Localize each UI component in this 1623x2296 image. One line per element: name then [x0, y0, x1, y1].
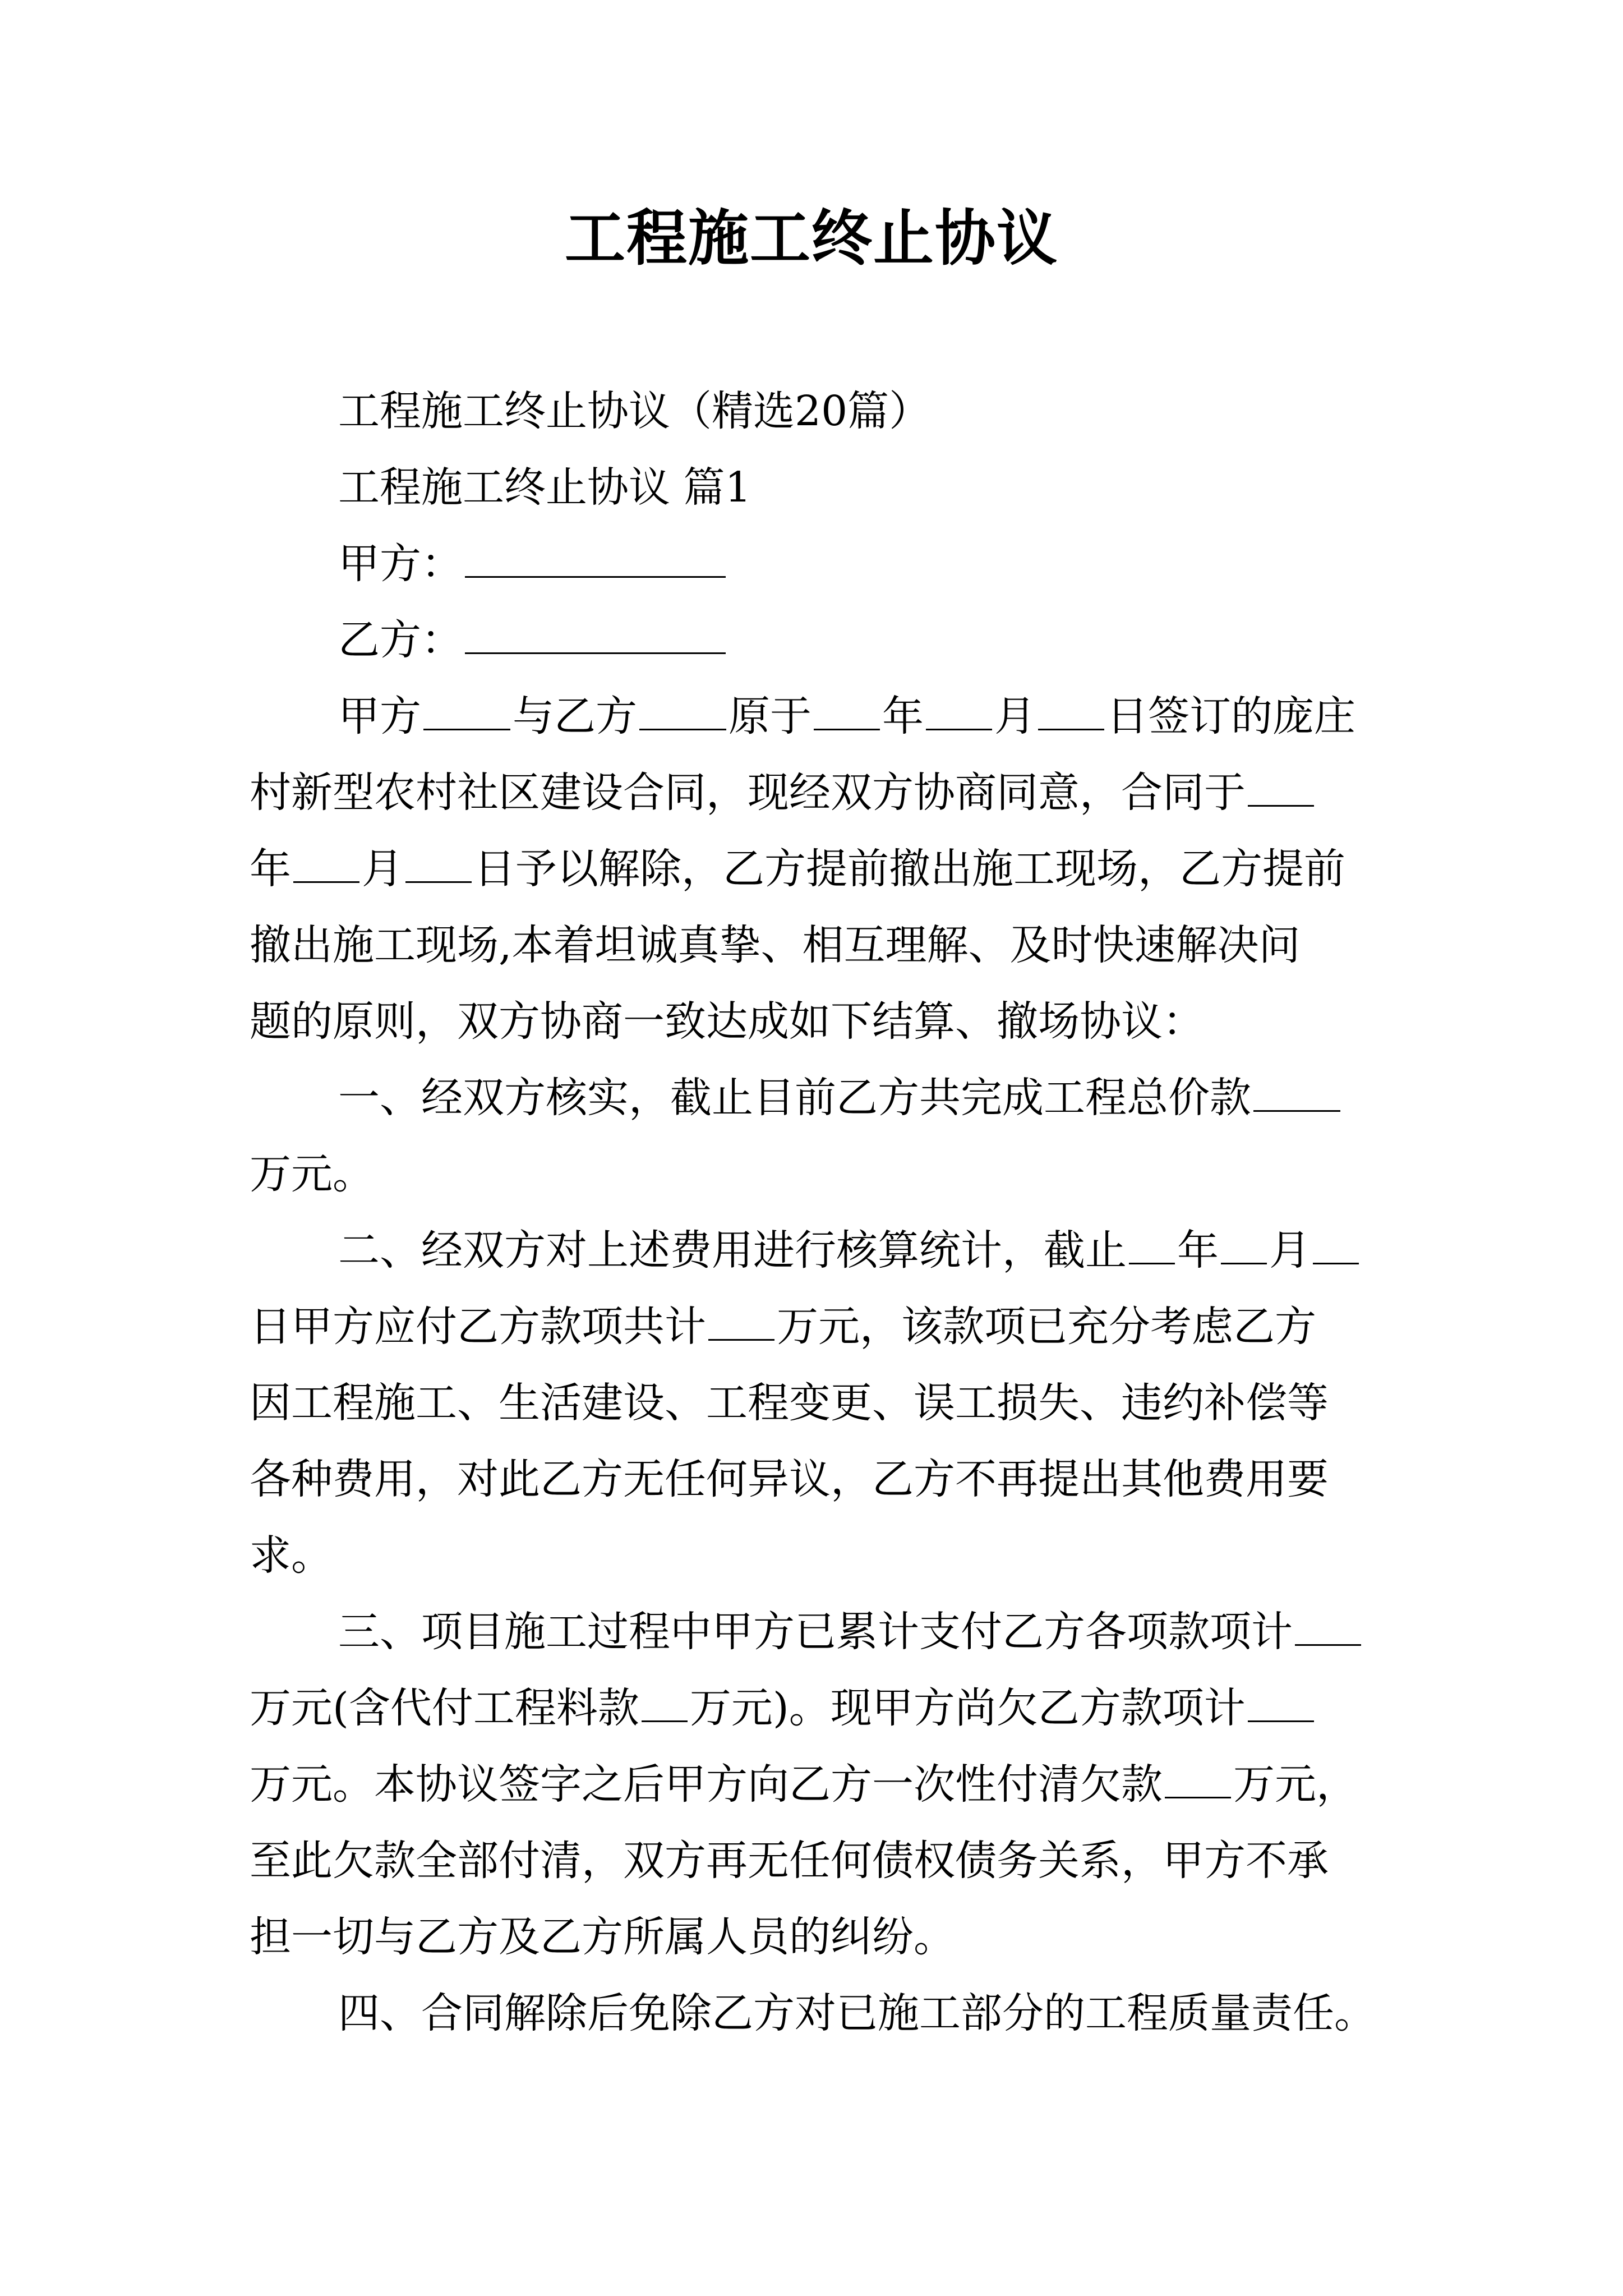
paragraph-text: 日予以解除，乙方提前撤出施工现场，乙方提前 [474, 845, 1345, 893]
document-subtitle: 工程施工终止协议（精选20篇） [338, 387, 931, 435]
fill-blank [1129, 1226, 1175, 1264]
paragraph-text: 至此欠款全部付清，双方再无任何债权债务关系，甲方不承 [250, 1837, 1329, 1885]
paragraph-text: 各种费用，对此乙方无任何异议，乙方不再提出其他费用要 [250, 1455, 1329, 1503]
fill-blank [639, 692, 726, 730]
paragraph-text: 担一切与乙方及乙方所属人员的纠纷。 [250, 1913, 955, 1961]
fill-blank [423, 692, 510, 730]
paragraph-clause-3 [250, 1594, 1382, 1975]
fill-blank [1221, 1226, 1267, 1264]
party-a-line [250, 526, 1382, 602]
paragraph-preamble [250, 678, 1382, 1060]
paragraph-text: 二、经双方对上述费用进行核算统计，截止 [338, 1226, 1127, 1274]
paragraph-text: 三、项目施工过程中甲方已累计支付乙方各项款项计 [338, 1608, 1293, 1656]
fill-blank [814, 692, 880, 730]
paragraph-text: 年 [882, 692, 924, 740]
paragraph-text: 年 [1177, 1226, 1219, 1274]
paragraph-text: 年 [250, 845, 291, 893]
paragraph-text: 月 [994, 692, 1036, 740]
paragraph-text: 月 [1269, 1226, 1311, 1274]
paragraph-text: 日甲方应付乙方款项共计 [250, 1303, 706, 1351]
paragraph-clause-2 [250, 1212, 1382, 1594]
party-b-line [250, 602, 1382, 678]
paragraph-text: 万元，该款项已充分考虑乙方 [777, 1303, 1316, 1351]
fill-blank [1038, 692, 1104, 730]
fill-blank [1295, 1607, 1361, 1646]
paragraph-text: 撤出施工现场,本着坦诚真挚、相互理解、及时快速解决问 [250, 921, 1301, 969]
document-title: 工程施工终止协议 [564, 203, 1058, 274]
paragraph-text: 题的原则，双方协商一致达成如下结算、撤场协议： [250, 997, 1204, 1046]
paragraph-text: 一、经双方核实，截止目前乙方共完成工程总价款 [338, 1074, 1251, 1122]
fill-blank [642, 1683, 688, 1722]
fill-blank [1313, 1226, 1359, 1264]
section-heading: 工程施工终止协议 篇1 [338, 463, 751, 512]
document-body [250, 373, 1382, 2051]
paragraph-text: 原于 [728, 692, 811, 740]
paragraph-text: 村新型农村社区建设合同，现经双方协商同意，合同于 [250, 769, 1246, 817]
fill-blank [405, 844, 472, 883]
paragraph-clause-4 [250, 1975, 1382, 2051]
paragraph-text: 万元(含代付工程料款 [250, 1684, 639, 1732]
paragraph-text: 因工程施工、生活建设、工程变更、误工损失、违约补偿等 [250, 1379, 1329, 1427]
party-a-blank [465, 539, 726, 578]
paragraph-text: 万元)。现甲方尚欠乙方款项计 [689, 1684, 1246, 1732]
paragraph-text: 月 [362, 845, 403, 893]
paragraph-text: 日签订的庞庄 [1106, 692, 1355, 740]
paragraph-clause-1 [250, 1060, 1382, 1212]
fill-blank [293, 844, 359, 883]
fill-blank [1165, 1760, 1231, 1798]
party-b-blank [465, 615, 726, 654]
paragraph-text: 甲方 [338, 692, 421, 740]
fill-blank [708, 1302, 774, 1341]
party-b-label: 乙方： [338, 616, 463, 664]
party-a-label: 甲方： [338, 540, 463, 588]
fill-blank [926, 692, 992, 730]
paragraph-text: 万元， [1233, 1760, 1358, 1809]
paragraph-text: 四、合同解除后免除乙方对已施工部分的工程质量责任。 [338, 1989, 1376, 2037]
fill-blank [1253, 1073, 1340, 1112]
fill-blank [1248, 768, 1314, 807]
paragraph-text: 万元。 [250, 1150, 374, 1198]
paragraph-text: 求。 [250, 1531, 333, 1580]
fill-blank [1248, 1683, 1314, 1722]
paragraph-text: 万元。本协议签字之后甲方向乙方一次性付清欠款 [250, 1760, 1163, 1809]
paragraph-text: 与乙方 [513, 692, 637, 740]
